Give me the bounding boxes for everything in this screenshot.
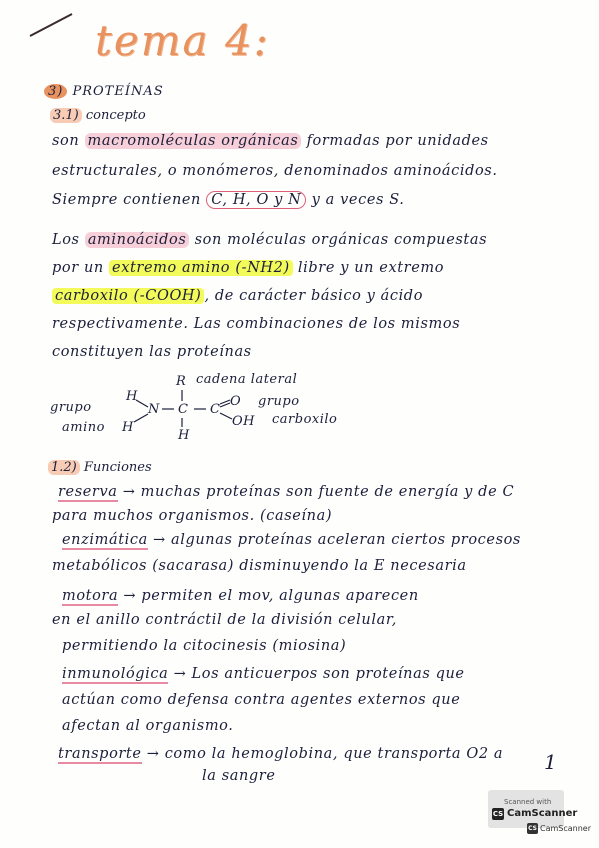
circled-elements: C, H, O y N xyxy=(206,191,306,209)
function-transporte: transporte → como la hemoglobina, que transporta O2 a xyxy=(58,746,504,762)
highlight-aminoacidos: aminoácidos xyxy=(85,232,190,248)
text-line: en el anillo contráctil de la división celular, xyxy=(52,612,397,628)
hydroxyl: OH xyxy=(232,414,255,429)
subsection-heading-funciones xyxy=(48,460,152,475)
highlight-macromoleculas: macromoléculas orgánicas xyxy=(85,133,302,149)
side-chain-label: cadena lateral xyxy=(196,372,298,387)
section-number: 3) xyxy=(44,84,67,99)
function-key: inmunológica xyxy=(62,666,169,682)
amino-group-label-2: amino xyxy=(62,420,105,435)
subsection-number: 1.2) xyxy=(48,460,80,475)
text-line: Los aminoácidos son moléculas orgánicas compuestas xyxy=(52,232,488,248)
carboxyl-carbon: C xyxy=(210,402,221,417)
text-line: actúan como defensa contra agentes externos que xyxy=(62,692,461,708)
text-line: metabólicos (sacarasa) disminuyendo la E necesaria xyxy=(52,558,467,574)
text-line: permitiendo la citocinesis (miosina) xyxy=(62,638,347,654)
carboxyl-group-label-1: grupo xyxy=(258,394,300,409)
subsection-title: concepto xyxy=(85,108,146,123)
text-line: afectan al organismo. xyxy=(62,718,234,734)
function-motora: motora → permiten el mov, algunas aparecen xyxy=(62,588,419,604)
highlight-carboxilo: carboxilo (-COOH) xyxy=(52,288,204,304)
function-inmunologica: inmunológica → Los anticuerpos son proteínas que xyxy=(62,666,465,682)
function-reserva: reserva → muchas proteínas son fuente de energía y de C xyxy=(58,484,515,500)
text-line: estructurales, o monómeros, denominados aminoácidos. xyxy=(52,163,498,179)
section-title: PROTEÍNAS xyxy=(72,84,164,99)
hydrogen-top: H xyxy=(126,389,138,404)
function-key: enzimática xyxy=(62,532,148,548)
text-line: por un extremo amino (-NH2) libre y un extremo xyxy=(52,260,445,276)
subsection-number: 3.1) xyxy=(50,108,82,123)
scanner-line1: Scanned with xyxy=(504,798,552,806)
text-line: Siempre contienen C, H, O y N y a veces S. xyxy=(52,192,405,208)
scanner-line2: CamScanner xyxy=(507,808,578,819)
amino-group-label-1: grupo xyxy=(50,400,92,415)
hydrogen-under: H xyxy=(178,428,190,443)
function-enzimatica: enzimática → algunas proteínas aceleran ciertos procesos xyxy=(62,532,521,548)
text-line: son macromoléculas orgánicas formadas por unidades xyxy=(52,133,489,149)
subsection-title: Funciones xyxy=(83,460,152,475)
hydrogen-bottom: H xyxy=(122,420,134,435)
text-line: la sangre xyxy=(202,768,276,784)
camscanner-icon: CS xyxy=(492,810,504,818)
function-key: reserva xyxy=(58,484,118,500)
function-key: motora xyxy=(62,588,119,604)
oxygen-double: O xyxy=(230,394,242,409)
text-line: para muchos organismos. (caseína) xyxy=(52,508,333,524)
page-title: tema 4: xyxy=(95,16,270,65)
function-key: transporte xyxy=(58,746,142,762)
nitrogen: N xyxy=(148,402,160,417)
carboxyl-group-label-2: carboxilo xyxy=(272,412,338,427)
r-group-label: R xyxy=(176,374,187,389)
highlight-extremo-amino: extremo amino (-NH2) xyxy=(109,260,293,276)
scanner-footer: CamScanner xyxy=(540,824,592,833)
text-line: constituyen las proteínas xyxy=(52,344,252,360)
alpha-carbon: C xyxy=(178,402,189,417)
camscanner-small-icon: CS xyxy=(528,825,537,832)
page-number: 1 xyxy=(544,750,557,774)
text-line: carboxilo (-COOH) , de carácter básico y ácido xyxy=(52,288,423,304)
text-line: respectivamente. Las combinaciones de los mismos xyxy=(52,316,461,332)
